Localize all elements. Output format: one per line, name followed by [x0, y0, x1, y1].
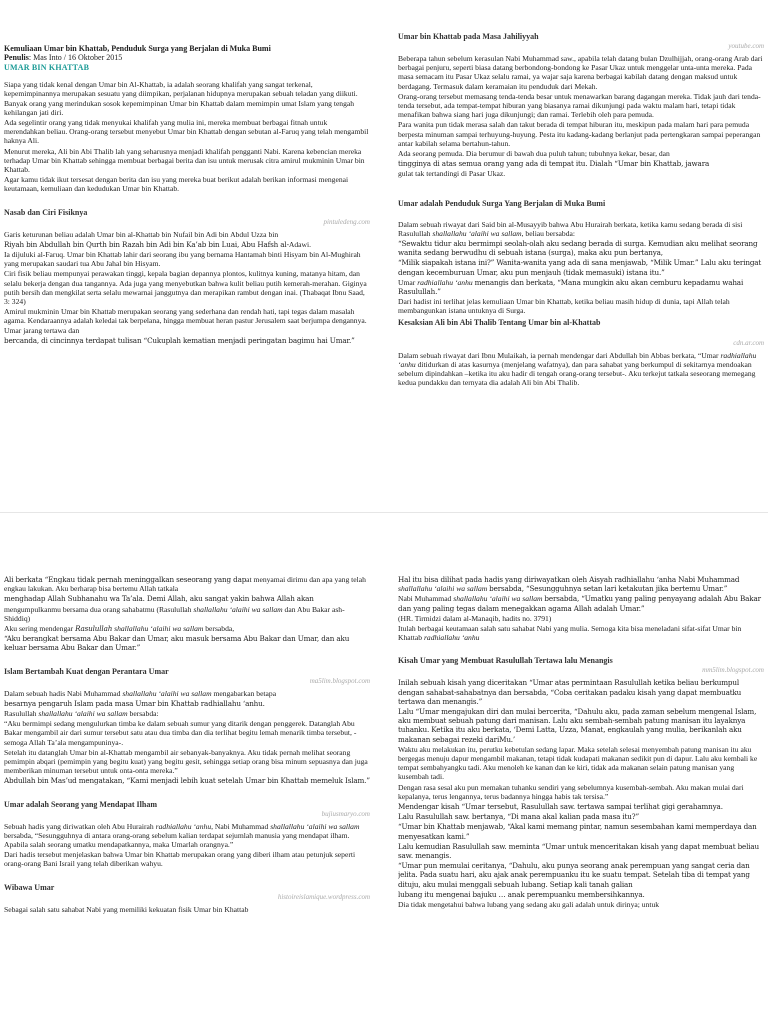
ali-quote-a2: at menyamai dirimu dan apa yang telah engkau lakukan. Aku berharap bisa bertemu Allah tatkala: [4, 575, 366, 594]
islam-text-1b: mengabarkan betapa: [213, 688, 277, 698]
jahiliyah-paragraph-2: Orang-orang tersebut memasang tenda-tenda besar untuk menawarkan barang dagangan mereka. Tidak jauh dari tenda-tenda tersebut, ada tempat-tempat hiburan yang biasanya ramai dikunjungi pada waktu malam hari, tetapi tidak menafikan bahwa siang hari juga dikunjungi; dan ramai. Terlebih oleh para pemuda.: [398, 91, 761, 120]
islam-text-3b: bersabda:: [129, 709, 159, 719]
article-title: Kemuliaan Umar bin Khattab, Penduduk Surga yang Berjalan di Muka Bumi: [4, 44, 271, 53]
page2-right-column: [398, 513, 764, 1025]
right-text-3: (HR. Tirmidzi dalam al-Manaqib, hadits no. 3791): [398, 613, 552, 623]
ali-radhiallahu: radhiallahu ‘anhu: [398, 350, 757, 369]
author-label: Penulis: [4, 53, 29, 63]
ali-quote-d1: Rasulullah: [75, 624, 113, 634]
page1-right-column: [398, 0, 764, 512]
surga-umar: Umar: [398, 277, 416, 287]
jahiliyah-paragraph-4: Ada seorang pemuda. Dia berumur di bawah dua puluh tahun; tubuhnya kekar, besar, dan: [398, 149, 670, 159]
ali-text-1: Dalam sebuah riwayat dari Ibnu Mulaikah, ia pernah mendengar dari Abdullah bin Abbas berkata, “Umar: [398, 350, 719, 360]
tertawa-paragraph-8: Lalu kemudian Rasulullah saw. meminta “Umar untuk menceritakan kisah yang dapat membuat beliau saw. menangis.: [398, 841, 760, 861]
nasab-paragraph-3: Ia dijuluki al-Faruq. Umar bin Khattab lahir dari seorang ibu yang bernama Hantamah binti Hisyam bin Al-Mughirah yang merupakan saudari tua Abu Jahal bin Hisyam.: [4, 250, 361, 269]
ali-quote-a: Ali berkata “Engkau tidak pernah meninggalkan seseorang yang dap: [4, 575, 247, 584]
ilham-text-1c: bersabda, “Sesungguhnya di antara orang-orang sebelum kalian terdapat sejumlah manusia yang mendapat ilham. Apabila salah seorang umatku mendapatkannya, maka Umarlah orangnya.”: [4, 830, 350, 850]
tertawa-paragraph-5: Mendengar kisah “Umar tersebut, Rasulullah saw. tertawa sampai terlihat gigi gerahamnya.: [398, 802, 723, 812]
source-credit-nasab: pintuledeng.com: [323, 217, 370, 226]
islam-text-2: besarnya pengaruh Islam pada masa Umar bin Khattab radhiallahu ‘anhu.: [4, 698, 265, 708]
surga-quote-2: “Milik siapakah istana ini?” Wanita-wanita yang ada di sana menjawab, “Milik Umar.” Lalu aku teringat dengan kecemburuan Umar, aku pun menjauh (tidak memasuki) istana itu.”: [398, 258, 762, 277]
jahiliyah-paragraph-6: gulat tak tertandingi di Pasar Ukaz.: [398, 169, 506, 179]
islam-text-3: Rasulullah: [4, 709, 37, 719]
tertawa-paragraph-9: “Umar pun memulai ceritanya, “Dahulu, aku punya seorang anak perempuan yang sangat ceria dan jelita. Pada suatu hari, aku ajak anak perempuanku itu ke suatu tempat. Setelah tiba di tempat yang dituju, aku mulai menggali sebuah lubang. Setiap kali tanah galian: [398, 861, 750, 889]
source-credit-tertawa: mm5lim.blogspot.com: [702, 666, 764, 675]
radhiallahu-phrase: radhiallahu ‘anhu: [417, 277, 473, 287]
right-text-1: Hal itu bisa dilihat pada hadis yang diriwayatkan oleh Aisyah radhiallahu ‘anha Nabi Muhammad: [398, 575, 740, 584]
intro-paragraph-1: Siapa yang tidak kenal dengan Umar bin Al-Khattab, ia adalah seorang khalifah yang sangat terkenal, kepemimpinannya merupakan sesuatu yang diimpikan, perjalanan hidupnya merupakan sebuah teladan yang diikuti. Banyak orang yang merindukan sosok kepemimpinan Umar bin Khattab dalam memimpin umat Islam yang tengah kehilangan jati diri.: [4, 80, 358, 117]
nasab-paragraph-6: bercanda, di cincinnya terdapat tulisan “Cukuplah kematian menjadi peringatan bagimu hai Umar.”: [4, 335, 355, 345]
tertawa-paragraph-11: Dia tidak mengetahui bahwa lubang yang sedang aku gali adalah untuk dirinya; untuk: [398, 900, 660, 910]
ali-quote-d2: bersabda,: [205, 624, 235, 634]
author-value: : Mas Into / 16 Oktober 2015: [28, 53, 123, 63]
tertawa-paragraph-4: Dengan rasa sesal aku pun memakan tuhanku sendiri yang sebelumnya kusembah-sembah. Aku makan mulai dari kepalanya, terus lengannya, terus badannya hingga habis tak tersisa.”: [398, 782, 744, 801]
ali-quote-d: Aku sering mendengar: [4, 624, 74, 634]
salawat-phrase: shallallahu ‘alaihi wa sallam: [432, 228, 522, 238]
nasab-line-1: Garis keturunan beliau adalah Umar bin al-Khattab bin Nufail bin Adi bin Abdul Uzza bin: [4, 229, 279, 239]
ilham-text-2: Dari hadis tersebut menjelaskan bahwa Umar bin Khattab merupakan orang yang diberi ilham atau petunjuk seperti orang-orang Bani Israil yang telah diberikan wahyu.: [4, 850, 356, 869]
right-text-1b: bersabda, “Sesungguhnya setan lari ketakutan jika bertemu Umar.”: [489, 584, 728, 594]
ali-quote-c2: dan Abu Bakar ash-Shiddiq): [4, 604, 345, 623]
tertawa-paragraph-1: Inilah sebuah kisah yang diceritakan “Umar atas permintaan Rasulullah ketika beliau berkumpul dengan sahabat-sahabatnya dan bersabda, “Coba ceritakan padaku kisah yang dapat membuatku tertawa dan menangis.”: [398, 678, 742, 706]
islam-salawat-2: shallallahu ‘alaihi wa sallam: [38, 709, 128, 719]
tertawa-paragraph-7: “Umar bin Khattab menjawab, “Akal kami memang pintar, namun sesembahan kami memperdaya dan menyesatkan kami.”: [398, 822, 757, 841]
tertawa-paragraph-2: Lalu “Umar mengajukan diri dan mulai bercerita, “Dahulu aku, pada zaman sebelum mengenal Islam, aku membuat sebuah patung dari manisan. Lalu aku sembah-sembah patung manisan itu layaknya tuhanku. Ketika itu aku berkata, ‘Demi Latta, Uzza, Manat, engkaulah yang mulia, berikanlah aku makanan sebagai rezeki dariMu.’: [398, 707, 757, 744]
jahiliyah-paragraph-1: Beberapa tahun sebelum kerasulan Nabi Muhammad saw., apabila telah datang bulan Dzulhijjah, orang-orang Arab dari berbagai penjuru, seperti biasa datang berbondong-bondong ke Pasar Ukaz untuk menggelar unta-unta mereka. Pada masa semacam itu Pasar Ukaz selalu ramai, ya wajar saja karena berbagai kabilah datang dengan maksud untuk berdagang. Termasuk dalam keramaian itu penduduk dari Mekah.: [398, 54, 763, 91]
islam-text-6: Abdullah bin Mas’ud mengatakan, “Kami menjadi lebih kuat setelah Umar bin Khattab memeluk Islam.”: [4, 776, 370, 786]
islam-quote-5: Setelah itu datanglah Umar bin al-Khattab mengambil air sebanyak-banyaknya. Aku tidak pernah melihat seorang pemimpin abqari (pemimpin yang begitu kuat) yang begitu gesit, sehingga setiap orang bisa minum sepuasnya dan juga memberikan minuman tersebut untuk onta-onta mereka.”: [4, 747, 368, 776]
source-credit-wibawa: histoireislamique.wordpress.com: [277, 892, 370, 901]
source-credit-islam: ma5lim.blogspot.com: [309, 676, 370, 685]
document-page-2: [0, 512, 768, 1025]
category-label: UMAR BIN KHATTAB: [4, 62, 90, 72]
intro-paragraph-4: Agar kamu tidak ikut tersesat dengan berita dan isu yang mereka buat berikut adalah berikan informasi mengenai keutamaan, kemuliaan dan kedudukan Umar bin Khattab.: [4, 175, 349, 194]
ali-quote-d-salawat: shallallahu ‘alaihi wa sallam: [114, 624, 204, 634]
intro-paragraph-2: Ada segelintir orang yang tidak menyukai khalifah yang mulia ini, mereka membuat berbagai fitnah untuk merendahkan beliau. Orang-orang tersebut menyebut Umar bin Khattab dengan sebutan al-Faruq yang telah mengambil haknya Ali.: [4, 118, 369, 146]
document-page-1: [0, 0, 768, 512]
right-text-2: Nabi Muhammad: [398, 594, 452, 604]
heading-ilham: Umar adalah Seorang yang Mendapat Ilham: [4, 799, 157, 809]
surga-quote-3: menangis dan berkata, “Mana mungkin aku akan cemburu kepadamu wahai Rasulullah.”: [398, 277, 744, 297]
surga-quote-1: “Sewaktu tidur aku bermimpi seolah-olah aku sedang berada di surga. Kemudian aku melihat seorang wanita sedang berwudhu di sebuah istana (surga), maka aku pun bertanya,: [398, 239, 758, 258]
nasab-paragraph-4: Ciri fisik beliau mempunyai perawakan tinggi, kepala bagian depannya plontos, kulitnya kuning, matanya hitam, dan selalu bekerja dengan dua tangannya. Ada juga yang menyebutkan bahwa kulit beliau putih kemerah-merahan. Giginya putih bersih dan mengkilat serta selalu mewarnai janggutnya dan merapikan rambut dengan inai. (Thabaqat Ibnu Saad, 3: 324): [4, 269, 367, 307]
nasab-line-2: Riyah bin Abdullah bin Qurth bin Razah bin Adi bin Ka’ab bin Luai, Abu Hafsh al-: [4, 239, 289, 249]
islam-salawat: shallallahu ‘alaihi wa sallam: [122, 688, 212, 698]
tertawa-paragraph-10: lubang itu mengenai bajuku … anak perempuanku membersihkannya.: [398, 889, 645, 899]
ilham-radhiallahu: radhiallahu ‘anhu: [155, 821, 212, 831]
jahiliyah-paragraph-5: tingginya di atas semua orang yang ada di tempat itu. Dialah “Umar bin Khattab, jawara: [398, 159, 710, 169]
ali-quote-b: menghadap Allah Subhanahu wa Ta’ala. Demi Allah, aku sangat yakin bahwa Allah akan: [4, 594, 314, 604]
nasab-paragraph-5: Amirul mukminin Umar bin Khattab merupakan seorang yang sederhana dan rendah hati, tapi tegas dalam masalah agama. Kendaraannya adalah keledai tak berpelana, hingga membuat heran pastur Jerusalem saat berjumpa dengannya. Umar jarang tertawa dan: [4, 307, 367, 335]
ilham-text-1: Sebuah hadis yang diriwatkan oleh Abu Hurairah: [4, 821, 154, 831]
jahiliyah-paragraph-3: Para wanita pun tidak merasa salah dan takut berada di tempat hiburan itu, meskipun pada malam hari para pemuda berpesta minuman sampai terhuyung-huyung. Pesta itu kadang-kadang berlanjut pada pertengkaran sampai peperangan antar kabilah selama bertahun-tahun.: [398, 120, 761, 148]
wibawa-text-1: Sebagai salah satu sahabat Nabi yang memiliki kekuatan fisik Umar bin Khattab: [4, 904, 249, 914]
right-text-4: Itulah berbagai keutamaan salah satu sahabat Nabi yang mulia. Semoga kita bisa meneladani sifat-sifat Umar bin Khattab: [398, 624, 742, 643]
heading-tertawa: Kisah Umar yang Membuat Rasulullah Tertawa lalu Menangis: [398, 656, 613, 666]
intro-paragraph-3: Menurut mereka, Ali bin Abi Thalib lah yang seharusnya menjadi khalifah pengganti Nabi. Karena kebencian mereka terhadap Umar bin Khattab sehingga membuat berbagai berita dan isu untuk merusak citra amirul mukminin Umar bin Khattab.: [4, 146, 365, 175]
heading-jahiliyah: Umar bin Khattab pada Masa Jahiliyyah: [398, 32, 539, 41]
right-radhiallahu: radhiallahu ‘anhu: [423, 633, 480, 643]
source-credit-jahiliyah: youtube.com: [728, 42, 764, 50]
ali-quote-e: “Aku berangkat bersama Abu Bakar dan Umar, aku masuk bersama Abu Bakar dan Umar, dan aku keluar bersama Abu Bakar dan Umar.”: [4, 634, 350, 653]
heading-wibawa: Wibawa Umar: [4, 882, 55, 892]
ali-quote-c: mengumpulkanmu bersama dua orang sahabatmu (Rasulullah: [4, 604, 192, 614]
heading-nasab: Nasab dan Ciri Fisiknya: [4, 207, 88, 217]
ilham-salawat: shallallahu ‘alaihi wa sallam: [270, 821, 360, 831]
ilham-text-1b: , Nabi Muhammad: [211, 821, 269, 831]
right-text-2b: bersabda, “Umatku yang paling penyayang adalah Abu Bakar dan yang paling tegas dalam menegakkan agama Allah adalah Umar.”: [398, 594, 761, 613]
right-salawat-2: shallallahu ‘alaihi wa sallam: [453, 594, 543, 604]
heading-surga: Umar adalah Penduduk Surga Yang Berjalan di Muka Bumi: [398, 198, 606, 208]
source-credit-ilham: bujiusmaryo.com: [321, 809, 370, 818]
ali-quote-c-salawat: shallallahu ‘alaihi wa sallam: [193, 604, 283, 614]
surga-text-1: Dalam sebuah riwayat dari Said bin al-Musayyib bahwa Abu Hurairah berkata, ketika kamu sedang berada di sisi Rasulullah: [398, 219, 743, 238]
right-salawat-1: shallallahu ‘alaihi wa sallam: [398, 584, 488, 594]
islam-quote-4: “Aku bermimpi sedang mengulurkan timba ke dalam sebuah sumur yang ditarik dengan penggerek. Datanglah Abu Bakar mengambil air dari sumur tersebut satu atau dua timba dan dia terlihat begitu lemah menarik timba tersebut, -semoga Allah Ta’ala mengampuninya-.: [4, 719, 357, 747]
source-credit-ali: cdn.ar.com: [733, 338, 764, 347]
page2-left-column: [4, 513, 370, 1025]
page1-left-column: [4, 0, 370, 512]
islam-text-1: Dalam sebuah hadis Nabi Muhammad: [4, 688, 121, 698]
ali-text-1b: ditidurkan di atas kasurnya (menjelang wafatnya), dan para sahabat yang berkumpul di sekitarnya mendoakan sebelum dipindahkan –ketika itu aku hadir di tengah orang-orang tersebut-. Aku terkejut tatkala seseorang memegang kedua pundakku dan ternyata dia adalah Ali bin Abi Thalib.: [398, 359, 756, 388]
tertawa-paragraph-3: Waktu aku melakukan itu, perutku kebetulan sedang lapar. Maka setelah selesai menyembah patung manisan itu aku bergegas menuju dapur mengambil makanan, tetapi tidak kudapati makanan sedikit pun di dapur. Lalu aku kembali ke tempat sembahyangku tadi. Aku menoleh ke kanan dan ke kiri, tidak ada makanan selain patung manisan yang kusembah tadi.: [398, 744, 758, 782]
heading-islam: Islam Bertambah Kuat dengan Perantara Umar: [4, 666, 169, 676]
surga-text-1b: , beliau bersabda:: [521, 228, 575, 238]
article-header: [4, 44, 370, 72]
heading-ali: Kesaksian Ali bin Abi Thalib Tentang Umar bin al-Khattab: [398, 317, 601, 327]
nasab-line-2b: Adawi.: [288, 239, 312, 249]
surga-paragraph-5: Dari hadist ini terlihat jelas kemuliaan Umar bin Khattab, ketika beliau masih hidup di dunia, tapi Allah telah membangunkan istana untuknya di Surga.: [398, 297, 730, 316]
tertawa-paragraph-6: Lalu Rasulullah saw. bertanya, “Di mana akal kalian pada masa itu?”: [398, 812, 639, 822]
